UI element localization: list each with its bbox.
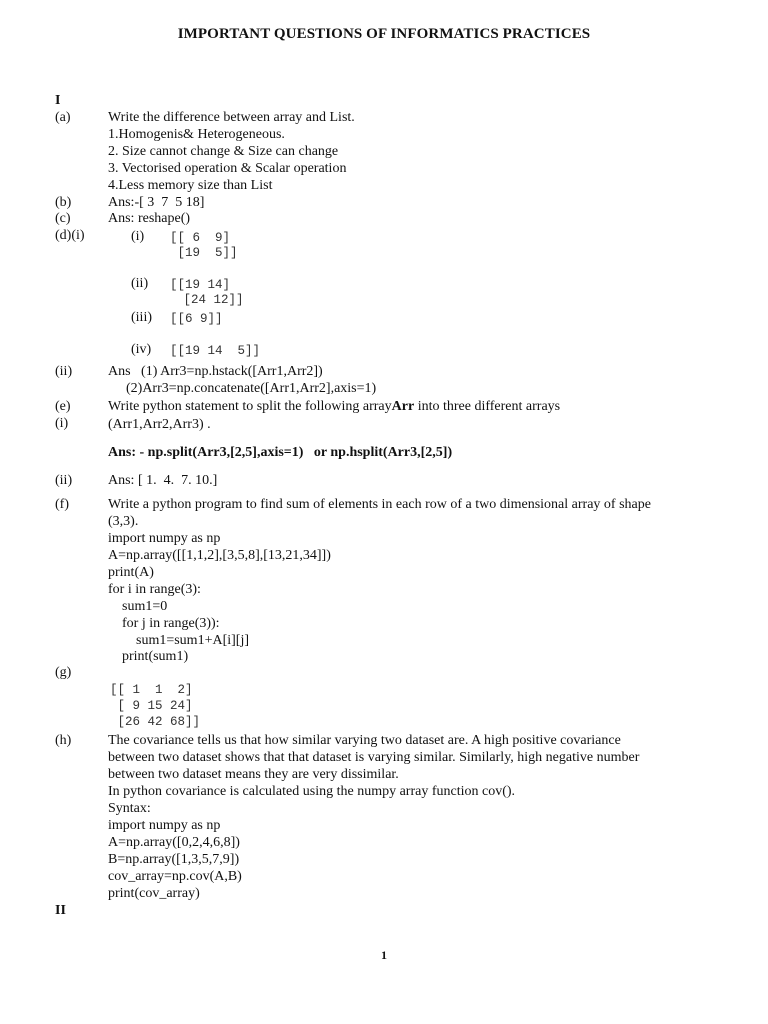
section-heading-1: I	[55, 93, 61, 108]
code-f-line-1: import numpy as np	[108, 531, 221, 546]
label-a: (a)	[55, 110, 71, 125]
label-f: (f)	[55, 497, 69, 512]
page-number: 1	[381, 948, 387, 962]
code-f-line-8: print(sum1)	[108, 649, 189, 664]
question-a: Write the difference between array and List.	[108, 110, 355, 125]
label-b: (b)	[55, 195, 72, 210]
label-g: (g)	[55, 665, 72, 680]
question-f-line-2: (3,3).	[108, 514, 139, 529]
answer-e-ii: Ans: [ 1. 4. 7. 10.]	[108, 473, 218, 488]
code-f-line-6: for j in range(3)):	[108, 616, 220, 631]
label-h: (h)	[55, 733, 72, 748]
answer-e: Ans: - np.split(Arr3,[2,5],axis=1) or np.hsplit(Arr3,[2,5])	[108, 445, 453, 460]
output-i-line-1: [[ 6 9]	[170, 231, 231, 245]
question-e-text-b: into three different arrays	[414, 399, 561, 414]
output-g-line-1: [[ 1 1 2]	[110, 683, 193, 697]
answer-b: Ans:-[ 3 7 5 18]	[108, 195, 205, 210]
answer-h-line-6: import numpy as np	[108, 818, 221, 833]
output-ii-line-1: [[19 14]	[170, 278, 231, 292]
label-e-i: (i)	[55, 416, 69, 431]
sub-label-iv: (iv)	[131, 342, 152, 357]
output-iv: [[19 14 5]]	[170, 344, 261, 358]
label-d-ii: (ii)	[55, 364, 73, 379]
question-e-line-2: (Arr1,Arr2,Arr3) .	[108, 417, 211, 432]
code-f-line-5: sum1=0	[108, 599, 168, 614]
label-e-ii: (ii)	[55, 473, 73, 488]
question-e-array-name: Arr	[391, 399, 415, 414]
code-f-line-2: A=np.array([[1,1,2],[3,5,8],[13,21,34]])	[108, 548, 331, 563]
answer-h-line-10: print(cov_array)	[108, 886, 200, 901]
answer-h-line-2: between two dataset shows that that dataset is varying similar. Similarly, high negative number	[108, 750, 640, 765]
page-title: IMPORTANT QUESTIONS OF INFORMATICS PRACTICES	[177, 26, 591, 42]
question-e-line-1	[108, 399, 560, 415]
output-iii: [[6 9]]	[170, 312, 223, 326]
label-d-i: (d)(i)	[55, 228, 85, 243]
answer-h-line-9: cov_array=np.cov(A,B)	[108, 869, 242, 884]
sub-label-iii: (iii)	[131, 310, 152, 325]
question-e-text-a: Write python statement to split the following array	[108, 399, 392, 414]
answer-h-line-5: Syntax:	[108, 801, 151, 816]
output-ii-line-2: [24 12]]	[176, 293, 244, 307]
answer-h-line-4: In python covariance is calculated using the numpy array function cov().	[108, 784, 516, 799]
answer-d-ii-line-1: Ans (1) Arr3=np.hstack([Arr1,Arr2])	[108, 364, 323, 379]
label-c: (c)	[55, 211, 71, 226]
answer-d-ii-line-2: (2)Arr3=np.concatenate([Arr1,Arr2],axis=1)	[126, 381, 377, 396]
answer-a-point-4: 4.Less memory size than List	[108, 178, 273, 193]
section-heading-2: II	[55, 903, 66, 918]
answer-h-line-1: The covariance tells us that how similar varying two dataset are. A high positive covariance	[108, 733, 621, 748]
answer-h-line-8: B=np.array([1,3,5,7,9])	[108, 852, 240, 867]
answer-h-line-3: between two dataset means they are very dissimilar.	[108, 767, 399, 782]
answer-c: Ans: reshape()	[108, 211, 191, 226]
answer-h-line-7: A=np.array([0,2,4,6,8])	[108, 835, 240, 850]
output-g-line-3: [26 42 68]]	[110, 715, 201, 729]
answer-a-point-3: 3. Vectorised operation & Scalar operation	[108, 161, 347, 176]
code-f-line-3: print(A)	[108, 565, 154, 580]
label-e: (e)	[55, 399, 71, 414]
answer-a-point-2: 2. Size cannot change & Size can change	[108, 144, 339, 159]
answer-a-point-1: 1.Homogenis& Heterogeneous.	[108, 127, 285, 142]
question-f-line-1: Write a python program to find sum of elements in each row of a two dimensional array of shape	[108, 497, 651, 512]
output-i-line-2: [19 5]]	[170, 246, 238, 260]
sub-label-i: (i)	[131, 229, 145, 244]
sub-label-ii: (ii)	[131, 276, 149, 291]
code-f-line-7: sum1=sum1+A[i][j]	[108, 633, 250, 648]
output-g-line-2: [ 9 15 24]	[110, 699, 193, 713]
code-f-line-4: for i in range(3):	[108, 582, 201, 597]
